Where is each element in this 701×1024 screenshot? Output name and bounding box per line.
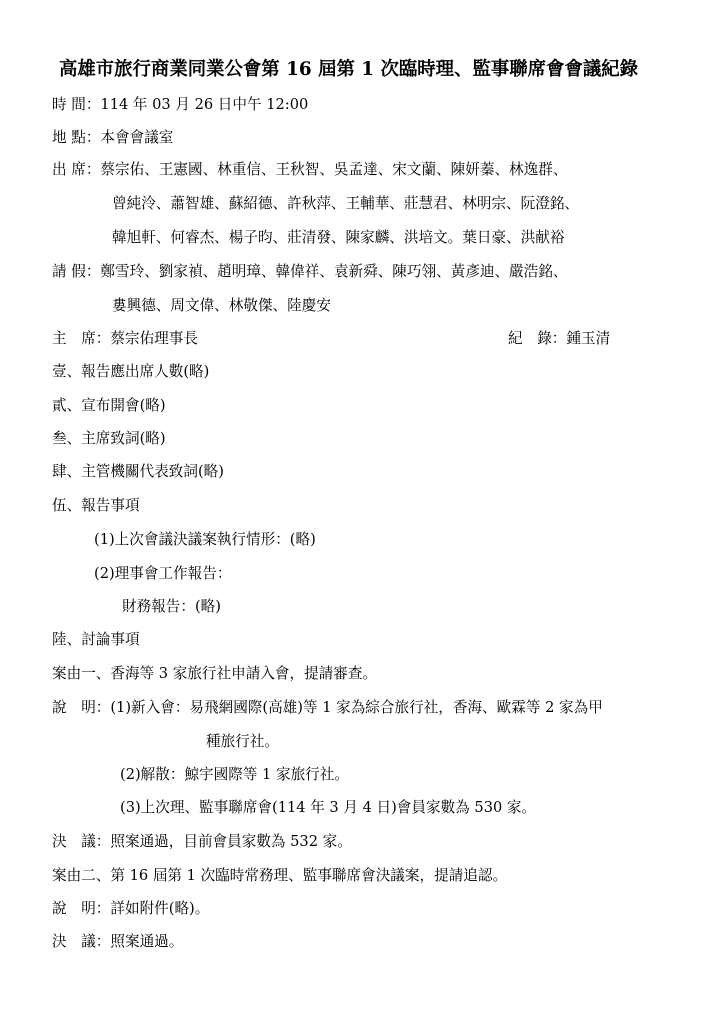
- attendees-line-3: 韓旭軒、何睿杰、楊子昀、莊清發、陳家麟、洪培文。葉日豪、洪献裕: [112, 229, 565, 246]
- agenda-item-1: 壹、報告應出席人數(略): [52, 363, 210, 380]
- agenda-item-5: 伍、報告事項: [52, 497, 140, 514]
- agenda-item-5-2: (2)理事會工作報告：: [94, 565, 232, 582]
- case-1-desc-1: 說 明：(1)新入會：易飛網國際(高雄)等 1 家為綜合旅行社，香海、歐霖等 2 家為甲: [52, 699, 603, 716]
- meeting-time: 時 間：114 年 03 月 26 日中午 12:00: [52, 96, 309, 113]
- case-1-desc-2: (2)解散：鯨宇國際等 1 家旅行社。: [120, 766, 349, 783]
- case-2-desc: 說 明：詳如附件(略)。: [52, 900, 210, 917]
- meeting-place: 地 點：本會會議室: [52, 129, 174, 146]
- absentees-line-1: 請 假：鄭雪玲、劉家禎、趙明璋、韓偉祥、袁新舜、陳巧翎、黃彥迪、嚴浩銘、: [52, 263, 568, 280]
- agenda-item-2: 貳、宣布開會(略): [52, 397, 166, 414]
- case-1-desc-3: (3)上次理、監事聯席會(114 年 3 月 4 日)會員家數為 530 家。: [120, 799, 537, 816]
- agenda-item-5-1: (1)上次會議決議案執行情形：(略): [94, 531, 316, 548]
- document-title: 高雄市旅行商業同業公會第 16 屆第 1 次臨時理、監事聯席會會議紀錄: [58, 59, 639, 80]
- attendees-line-2: 曾純泠、蕭智雄、蘇紹德、許秋萍、王輔華、莊慧君、林明宗、阮澄銘、: [112, 195, 580, 212]
- attendees-line-1: 出 席：蔡宗佑、王憲國、林重信、王秋智、吳孟達、宋文蘭、陳妍蓁、林逸群、: [52, 161, 568, 178]
- recorder: 紀 錄：鍾玉清: [508, 330, 611, 347]
- case-2-title: 案由二、第 16 屆第 1 次臨時常務理、監事聯席會決議案，提請追認。: [52, 867, 508, 884]
- case-1-desc-1-cont: 種旅行社。: [206, 733, 279, 750]
- agenda-item-3: 叁、主席致詞(略): [52, 430, 166, 447]
- agenda-item-6: 陸、討論事項: [52, 631, 140, 648]
- agenda-item-5-2-finance: 財務報告：(略): [122, 598, 221, 615]
- case-1-title: 案由一、香海等 3 家旅行社申請入會，提請審查。: [52, 665, 378, 682]
- case-2-decision: 決 議：照案通過。: [52, 933, 184, 950]
- case-1-decision: 決 議：照案通過，目前會員家數為 532 家。: [52, 833, 352, 850]
- chairperson: 主 席：蔡宗佑理事長: [52, 330, 198, 347]
- absentees-line-2: 婁興德、周文偉、林敬傑、陸慶安: [112, 297, 331, 314]
- agenda-item-4: 肆、主管機關代表致詞(略): [52, 463, 224, 480]
